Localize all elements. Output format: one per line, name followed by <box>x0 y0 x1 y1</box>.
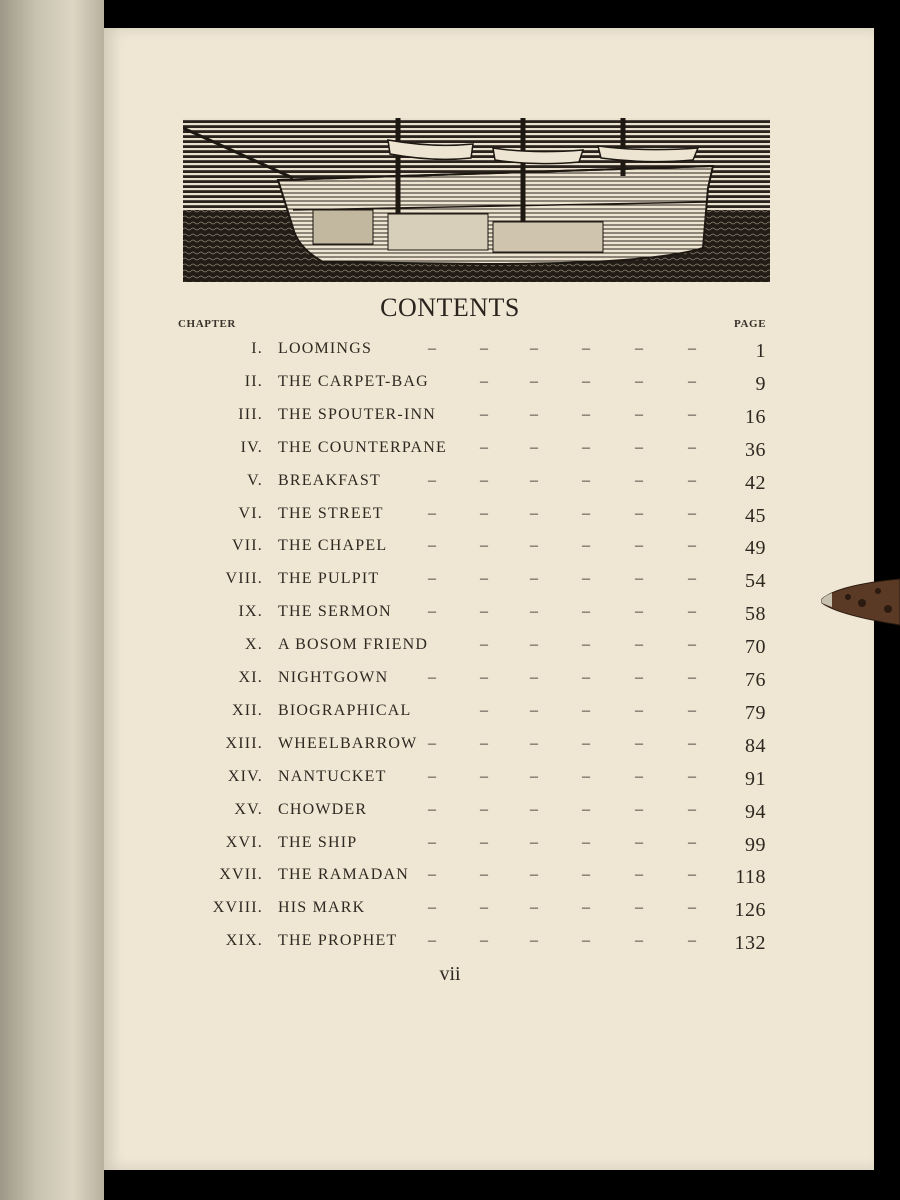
leader-dash: – <box>480 734 490 752</box>
leader-dash: – <box>635 669 645 686</box>
leader-dash: – <box>635 767 645 785</box>
leader-dash: – <box>635 537 645 555</box>
chapter-number: XVIII. <box>212 899 263 917</box>
leader-dash: – <box>688 438 698 456</box>
leader-dash: – <box>530 340 540 357</box>
leader-dash: – <box>428 800 438 818</box>
leader-dash: – <box>530 866 540 884</box>
leader-dash: – <box>428 833 438 851</box>
leader-dash: – <box>530 767 540 785</box>
chapter-title: THE STREET <box>278 504 384 522</box>
chapter-title: HIS MARK <box>278 899 366 917</box>
toc-entry <box>0 406 900 438</box>
leader-dash: – <box>688 340 698 357</box>
toc-entry <box>0 932 900 964</box>
leader-dash: – <box>635 471 645 489</box>
leader-dash: – <box>582 537 592 555</box>
leader-dash: – <box>582 767 592 785</box>
leader-dash: – <box>480 833 490 851</box>
toc-entry <box>0 439 900 471</box>
leader-dash: – <box>530 669 540 686</box>
chapter-number: VI. <box>238 504 263 522</box>
leader-dash: – <box>582 438 592 456</box>
leader-dash: – <box>480 405 490 423</box>
chapter-title: NIGHTGOWN <box>278 669 389 686</box>
toc-entry <box>0 340 900 372</box>
leader-dash: – <box>582 669 592 686</box>
leader-dash: – <box>428 537 438 555</box>
page-number: 79 <box>745 701 766 724</box>
toc-entry <box>0 899 900 931</box>
leader-dash: – <box>530 471 540 489</box>
leader-dash: – <box>480 471 490 489</box>
chapter-number: XII. <box>231 701 263 719</box>
chapter-number: III. <box>238 405 263 423</box>
leader-dash: – <box>530 734 540 752</box>
chapter-title: CHOWDER <box>278 800 368 818</box>
leader-dash: – <box>582 636 592 654</box>
chapter-number: I. <box>251 340 263 357</box>
toc-entry <box>0 570 900 602</box>
chapter-title: BREAKFAST <box>278 471 381 489</box>
leader-dash: – <box>635 570 645 588</box>
leader-dash: – <box>688 800 698 818</box>
chapter-number: VII. <box>231 537 263 555</box>
leader-dash: – <box>635 405 645 423</box>
chapter-title: THE SHIP <box>278 833 358 851</box>
leader-dash: – <box>688 833 698 851</box>
leader-dash: – <box>428 866 438 884</box>
page-number: 126 <box>734 899 766 922</box>
leader-dash: – <box>530 438 540 456</box>
leader-dash: – <box>582 471 592 489</box>
toc-entry <box>0 472 900 504</box>
leader-dash: – <box>530 833 540 851</box>
page-number: 84 <box>745 734 766 757</box>
leader-dash: – <box>530 570 540 588</box>
page-number: 1 <box>755 340 766 362</box>
leader-dash: – <box>635 372 645 390</box>
chapter-title: BIOGRAPHICAL <box>278 701 412 719</box>
leader-dash: – <box>635 340 645 357</box>
chapter-title: NANTUCKET <box>278 767 387 785</box>
leader-dash: – <box>428 340 438 357</box>
leader-dash: – <box>688 570 698 588</box>
leather-bookmark <box>818 575 900 627</box>
leader-dash: – <box>530 701 540 719</box>
toc-entry <box>0 801 900 833</box>
chapter-title: THE SPOUTER-INN <box>278 405 436 423</box>
leader-dash: – <box>530 537 540 555</box>
leader-dash: – <box>688 504 698 522</box>
page-number: 70 <box>745 636 766 659</box>
leader-dash: – <box>480 570 490 588</box>
leader-dash: – <box>688 471 698 489</box>
chapter-title: LOOMINGS <box>278 340 373 357</box>
leader-dash: – <box>428 899 438 917</box>
leader-dash: – <box>635 603 645 621</box>
toc-entry <box>0 505 900 537</box>
leader-dash: – <box>480 669 490 686</box>
leader-dash: – <box>530 405 540 423</box>
toc-entry <box>0 603 900 635</box>
page-number: 94 <box>745 800 766 823</box>
chapter-title: WHEELBARROW <box>278 734 418 752</box>
leader-dash: – <box>428 669 438 686</box>
page-number: 16 <box>745 405 766 428</box>
chapter-number: XI. <box>238 669 263 686</box>
toc-entry <box>0 669 900 701</box>
page-column-label: PAGE <box>734 318 767 330</box>
leader-dash: – <box>428 603 438 621</box>
chapter-number: XVI. <box>225 833 263 851</box>
leader-dash: – <box>530 899 540 917</box>
leader-dash: – <box>582 932 592 950</box>
leader-dash: – <box>530 603 540 621</box>
leader-dash: – <box>428 504 438 522</box>
leader-dash: – <box>688 701 698 719</box>
chapter-title: THE COUNTERPANE <box>278 438 447 456</box>
leader-dash: – <box>688 734 698 752</box>
leader-dash: – <box>428 570 438 588</box>
leader-dash: – <box>582 701 592 719</box>
chapter-title: THE RAMADAN <box>278 866 409 884</box>
page-number: 54 <box>745 570 766 593</box>
page-number: 99 <box>745 833 766 856</box>
leader-dash: – <box>582 340 592 357</box>
page-number: 42 <box>745 471 766 494</box>
chapter-title: THE SERMON <box>278 603 392 621</box>
leader-dash: – <box>635 866 645 884</box>
toc-entry <box>0 636 900 668</box>
chapter-title: THE CHAPEL <box>278 537 388 555</box>
leader-dash: – <box>635 833 645 851</box>
chapter-number: XIX. <box>225 932 263 950</box>
leader-dash: – <box>582 833 592 851</box>
leader-dash: – <box>688 669 698 686</box>
page-number: 9 <box>755 372 766 395</box>
chapter-title: A BOSOM FRIEND <box>278 636 429 654</box>
chapter-number: XIII. <box>225 734 263 752</box>
toc-entry <box>0 834 900 866</box>
leader-dash: – <box>688 537 698 555</box>
leader-dash: – <box>480 866 490 884</box>
leader-dash: – <box>480 767 490 785</box>
leader-dash: – <box>582 734 592 752</box>
page-number: 91 <box>745 767 766 790</box>
leader-dash: – <box>428 932 438 950</box>
leader-dash: – <box>480 504 490 522</box>
chapter-number: XVII. <box>219 866 263 884</box>
leader-dash: – <box>582 800 592 818</box>
page-number: 36 <box>745 438 766 461</box>
page-number: 58 <box>745 603 766 626</box>
chapter-title: THE CARPET-BAG <box>278 372 429 390</box>
leader-dash: – <box>530 932 540 950</box>
leader-dash: – <box>635 734 645 752</box>
chapter-title: THE PULPIT <box>278 570 380 588</box>
chapter-title: THE PROPHET <box>278 932 398 950</box>
leader-dash: – <box>582 405 592 423</box>
leader-dash: – <box>428 734 438 752</box>
page-number: 45 <box>745 504 766 527</box>
leader-dash: – <box>688 636 698 654</box>
leader-dash: – <box>480 800 490 818</box>
leader-dash: – <box>480 636 490 654</box>
leader-dash: – <box>480 932 490 950</box>
leader-dash: – <box>480 537 490 555</box>
leader-dash: – <box>530 800 540 818</box>
chapter-column-label: CHAPTER <box>178 318 236 330</box>
leader-dash: – <box>635 504 645 522</box>
leader-dash: – <box>635 636 645 654</box>
page-number: 132 <box>734 932 766 955</box>
leader-dash: – <box>688 767 698 785</box>
leader-dash: – <box>582 866 592 884</box>
leader-dash: – <box>635 800 645 818</box>
toc-entry <box>0 866 900 898</box>
page-folio-number: vii <box>439 963 461 985</box>
chapter-number: XV. <box>234 800 263 818</box>
leader-dash: – <box>480 372 490 390</box>
leader-dash: – <box>480 340 490 357</box>
leader-dash: – <box>688 603 698 621</box>
chapter-number: II. <box>244 372 263 390</box>
leader-dash: – <box>480 701 490 719</box>
leader-dash: – <box>530 504 540 522</box>
contents-heading: CONTENTS <box>380 293 520 322</box>
leader-dash: – <box>582 899 592 917</box>
page-number: 49 <box>745 537 766 560</box>
leader-dash: – <box>635 932 645 950</box>
page-number: 76 <box>745 669 766 691</box>
leader-dash: – <box>480 603 490 621</box>
chapter-number: X. <box>245 636 263 654</box>
leader-dash: – <box>428 767 438 785</box>
leader-dash: – <box>480 899 490 917</box>
leader-dash: – <box>582 372 592 390</box>
leader-dash: – <box>428 471 438 489</box>
leader-dash: – <box>480 438 490 456</box>
leader-dash: – <box>688 372 698 390</box>
ship-woodcut-illustration <box>183 118 770 282</box>
toc-entry <box>0 537 900 569</box>
leader-dash: – <box>635 438 645 456</box>
leader-dash: – <box>688 866 698 884</box>
leader-dash: – <box>688 899 698 917</box>
chapter-number: IV. <box>240 438 263 456</box>
chapter-number: V. <box>247 471 263 489</box>
toc-entry <box>0 768 900 800</box>
leader-dash: – <box>582 570 592 588</box>
leader-dash: – <box>688 405 698 423</box>
leader-dash: – <box>530 372 540 390</box>
chapter-number: IX. <box>238 603 263 621</box>
toc-entry <box>0 735 900 767</box>
leader-dash: – <box>530 636 540 654</box>
chapter-number: VIII. <box>225 570 263 588</box>
page-number: 118 <box>735 866 766 889</box>
toc-entry <box>0 702 900 734</box>
leader-dash: – <box>582 603 592 621</box>
leader-dash: – <box>635 701 645 719</box>
leader-dash: – <box>582 504 592 522</box>
leader-dash: – <box>635 899 645 917</box>
chapter-number: XIV. <box>227 767 263 785</box>
toc-entry <box>0 373 900 405</box>
leader-dash: – <box>688 932 698 950</box>
